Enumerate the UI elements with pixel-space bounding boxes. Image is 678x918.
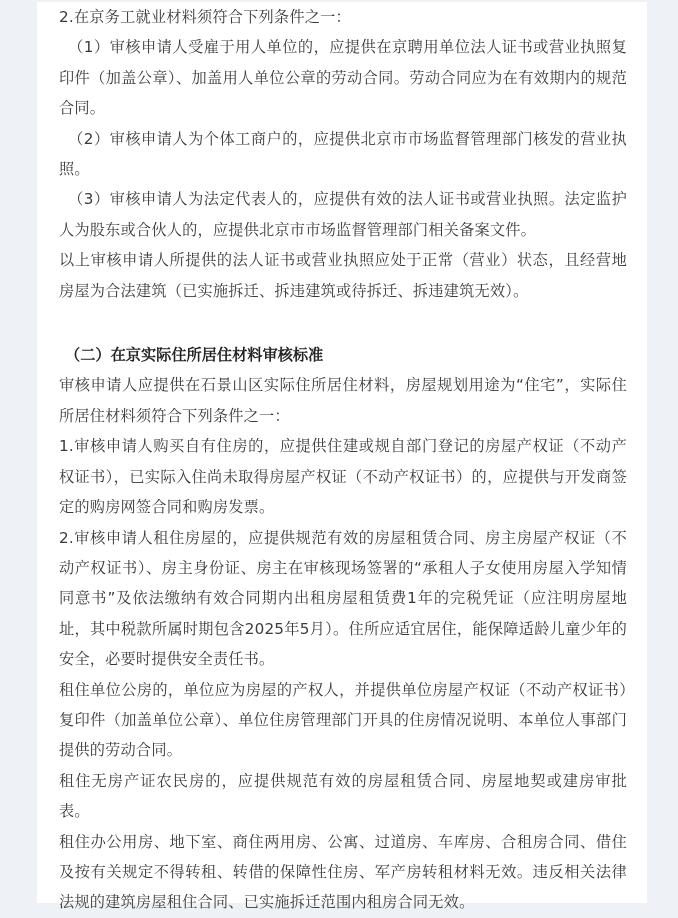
work-item-self-employed: （2）审核申请人为个体工商户的，应提供北京市市场监督管理部门核发的营业执照。 xyxy=(59,129,627,179)
work-note: 以上审核申请人所提供的法人证书或营业执照应处于正常（营业）状态，且经营地房屋为合法建筑（已实施拆迁、拆违建筑或待拆迁、拆违建筑无效）。 xyxy=(59,251,627,300)
article-body xyxy=(37,2,647,912)
residence-item-unit-housing: 租住单位公房的，单位应为房屋的产权人，并提供单位房屋产权证（不动产权证书）复印件（加盖单位公章）、单位住房管理部门开具的住房情况说明、本单位人事部门提供的劳动合同。 xyxy=(59,680,627,760)
residence-item-owned: 1.审核申请人购买自有住房的，应提供住建或规自部门登记的房屋产权证（不动产权证书），已实际入住尚未取得房屋产权证（不动产权证书）的，应提供与开发商签定的购房网签合同和购房发票。 xyxy=(59,437,627,517)
residence-item-invalid: 租住办公用房、地下室、商住两用房、公寓、过道房、车库房、合租房合同、借住及按有关规定不得转租、转借的保障性住房、军产房转租材料无效。违反相关法律法规的建筑房屋租住合同、已实施拆迁范围内租房合同无效。 xyxy=(59,832,627,912)
residence-item-rented: 2.审核申请人租住房屋的，应提供规范有效的房屋租赁合同、房主房屋产权证（不动产权证书）、房主身份证、房主在审核现场签署的“承租人子女使用房屋入学知情同意书”及依法缴纳有效合同期内出租房屋租赁费1年的完税凭证（应注明房屋地址，其中税款所属时期包含2025年5月）。住所应适宜居住，能保障适龄儿童少年的安全，必要时提供安全责任书。 xyxy=(59,528,627,669)
residence-intro: 审核申请人应提供在石景山区实际住所居住材料，房屋规划用途为“住宅”，实际住所居住材料须符合下列条件之一： xyxy=(59,376,627,425)
work-item-legal-rep: （3）审核申请人为法定代表人的，应提供有效的法人证书或营业执照。法定监护人为股东或合伙人的，应提供北京市市场监督管理部门相关备案文件。 xyxy=(59,190,627,239)
work-condition-intro: 2.在京务工就业材料须符合下列条件之一： xyxy=(59,8,351,26)
residence-item-farmer-house: 租住无房产证农民房的，应提供规范有效的房屋租赁合同、房屋地契或建房审批表。 xyxy=(59,771,627,821)
work-item-employee: （1）审核申请人受雇于用人单位的，应提供在京聘用单位法人证书或营业执照复印件（加盖公章）、加盖用人单位公章的劳动合同。劳动合同应为在有效期内的规范合同。 xyxy=(59,38,627,118)
residence-heading: （二）在京实际住所居住材料审核标准 xyxy=(65,346,324,365)
section-spacer xyxy=(59,306,627,340)
